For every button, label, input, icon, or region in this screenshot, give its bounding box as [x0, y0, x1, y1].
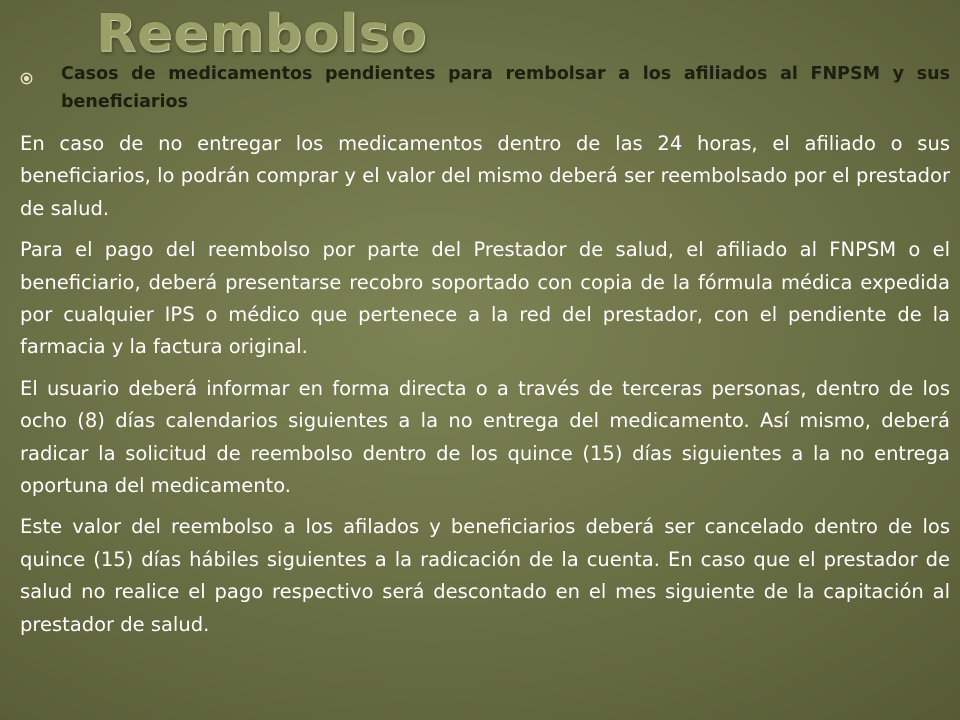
bullet-item — [20, 60, 950, 116]
paragraph-informar: El usuario deberá informar en forma directa o a través de terceras personas, dentro de los ocho (8) días calendarios siguientes a la no entrega del medicamento. Así mismo, deberá radicar la solicitud de reembolso dentro de los quince (15) días siguientes a la no entrega oportuna del medicamento. — [20, 376, 950, 498]
paragraph-cancelado: Este valor del reembolso a los afilados y beneficiarios deberá ser cancelado dentro de los quince (15) días hábiles siguientes a la radicación de la cuenta. En caso que el prestador de salud no realice el pago respectivo será descontado en el mes siguiente de la capitación al prestador de salud. — [20, 515, 950, 636]
paragraph-entrega: En caso de no entregar los medicamentos dentro de las 24 horas, el afiliado o sus beneficiarios, lo podrán comprar y el valor del mismo deberá ser reembolsado por el prestador de salud. — [20, 132, 950, 220]
body-text — [20, 128, 950, 641]
paragraph-pago: Para el pago del reembolso por parte del Prestador de salud, el afiliado al FNPSM o el beneficiario, deberá presentarse recobro soportado con copia de la fórmula médica expedida por cualquier IPS o médico que pertenece a la red del prestador, con el pendiente de la farmacia y la factura original. — [20, 238, 950, 359]
bullet-text: Casos de medicamentos pendientes para rembolsar a los afiliados al FNPSM y sus beneficiarios — [61, 64, 950, 112]
circle-dot-bullet-icon — [20, 72, 33, 85]
slide-title: Reembolso — [96, 4, 428, 64]
